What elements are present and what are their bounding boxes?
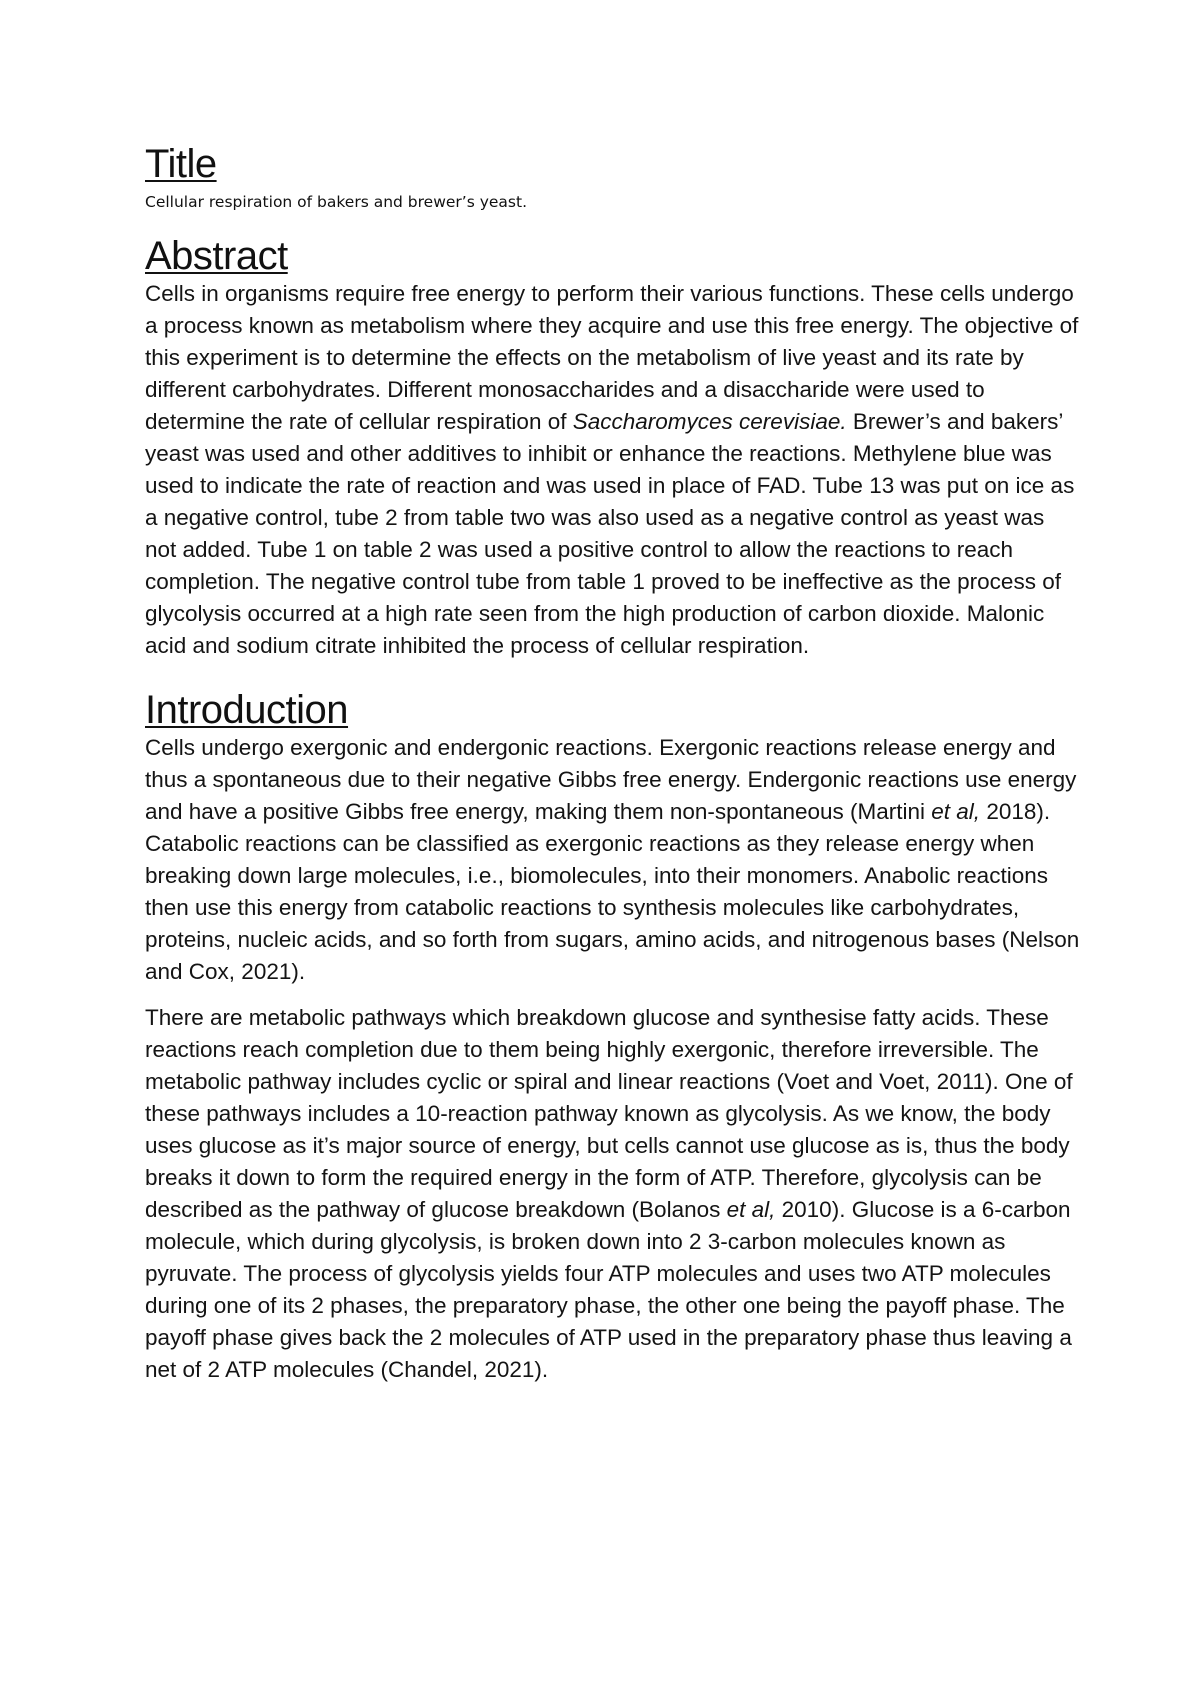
intro-paragraph-2 [145, 1002, 1080, 1386]
abstract-heading: Abstract [145, 234, 288, 278]
species-name: Saccharomyces cerevisiae. [572, 409, 847, 434]
abstract-text-part1: Cells in organisms require free energy to perform their various functions. These cells undergo a process known as metabolism where they acquire and use this free energy. The objective of this experiment is to determine the effects on the metabolism of live yeast and its rate by different carbohydrates. Different monosaccharides and a disaccharide were used to determine the rate of cellular respiration of [145, 281, 1079, 434]
citation-et-al: et al, [726, 1197, 776, 1222]
title-section [145, 142, 1080, 212]
abstract-text-part2: Brewer’s and bakers’ yeast was used and other additives to inhibit or enhance the reactions. Methylene blue was used to indicate the rate of reaction and was used in place of FAD. Tube 13 was put on ice as a negative control, tube 2 from table two was also used as a negative control as yeast was not added. Tube 1 on table 2 was used a positive control to allow the reactions to reach completion. The negative control tube from table 1 proved to be ineffective as the process of glycolysis occurred at a high rate seen from the high production of carbon dioxide. Malonic acid and sodium citrate inhibited the process of cellular respiration. [145, 409, 1075, 658]
abstract-paragraph [145, 278, 1080, 662]
title-heading: Title [145, 142, 217, 186]
abstract-section [145, 234, 1080, 662]
introduction-section [145, 688, 1080, 1386]
document-title: Cellular respiration of bakers and brewer’s yeast. [145, 193, 528, 211]
intro-p2-part1: There are metabolic pathways which breakdown glucose and synthesise fatty acids. These reactions reach completion due to them being highly exergonic, therefore irreversible. The metabolic pathway includes cyclic or spiral and linear reactions (Voet and Voet, 2011). One of these pathways includes a 10-reaction pathway known as glycolysis. As we know, the body uses glucose as it’s major source of energy, but cells cannot use glucose as is, thus the body breaks it down to form the required energy in the form of ATP. Therefore, glycolysis can be described as the pathway of glucose breakdown (Bolanos [145, 1005, 1073, 1222]
intro-p1-part2: 2018). Catabolic reactions can be classified as exergonic reactions as they release energy when breaking down large molecules, i.e., biomolecules, into their monomers. Anabolic reactions then use this energy from catabolic reactions to synthesis molecules like carbohydrates, proteins, nucleic acids, and so forth from sugars, amino acids, and nitrogenous bases (Nelson and Cox, 2021). [145, 799, 1080, 984]
document-body [145, 142, 1080, 1386]
introduction-heading: Introduction [145, 688, 349, 732]
intro-paragraph-1 [145, 732, 1080, 988]
intro-p1-part1: Cells undergo exergonic and endergonic reactions. Exergonic reactions release energy and thus a spontaneous due to their negative Gibbs free energy. Endergonic reactions use energy and have a positive Gibbs free energy, making them non-spontaneous (Martini [145, 735, 1077, 824]
intro-p2-part2: 2010). Glucose is a 6-carbon molecule, which during glycolysis, is broken down into 2 3-carbon molecules known as pyruvate. The process of glycolysis yields four ATP molecules and uses two ATP molecules during one of its 2 phases, the preparatory phase, the other one being the payoff phase. The payoff phase gives back the 2 molecules of ATP used in the preparatory phase thus leaving a net of 2 ATP molecules (Chandel, 2021). [145, 1197, 1072, 1382]
citation-et-al: et al, [931, 799, 981, 824]
